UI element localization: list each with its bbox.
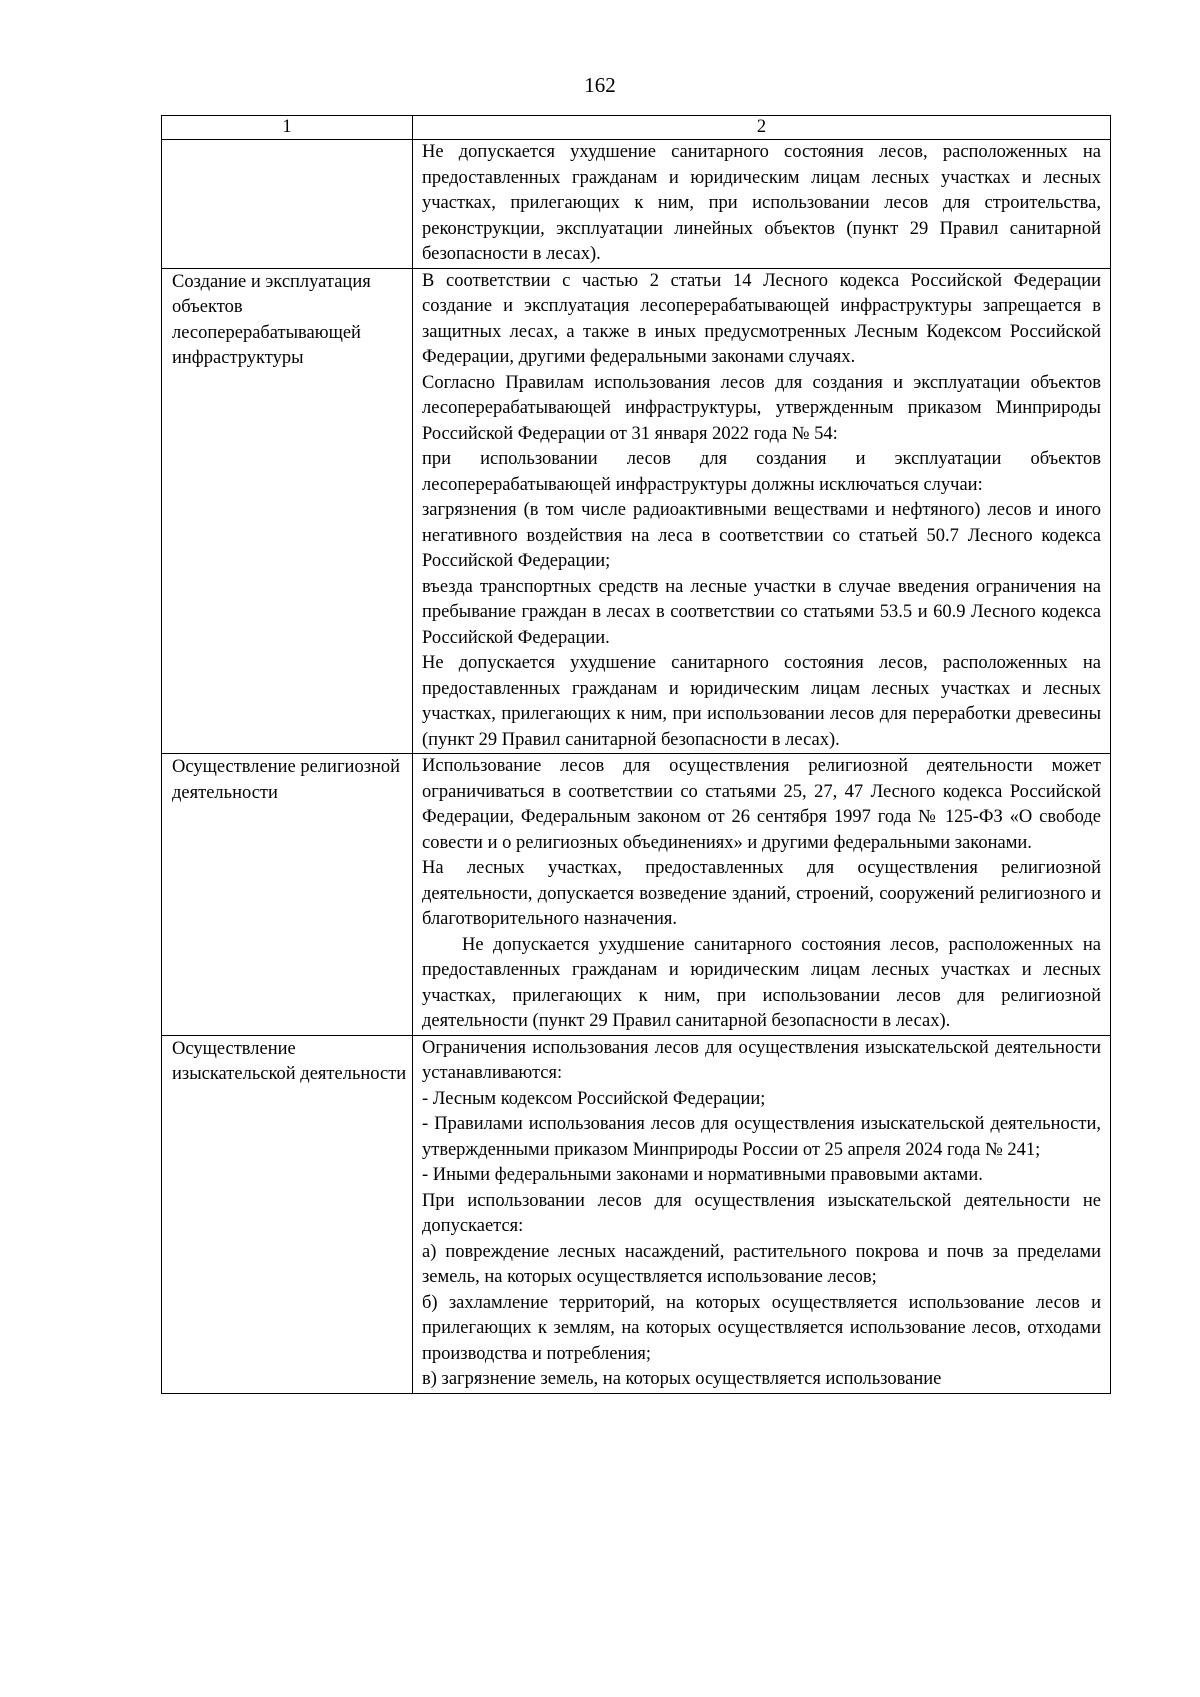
table-row — [162, 268, 1111, 754]
restriction-paragraph: въезда транспортных средств на лесные участки в случае введения ограничения на пребывание граждан в лесах в соответствии со статьями 53.5 и 60.9 Лесного кодекса Российской Федерации. — [422, 576, 1101, 648]
table-row — [162, 140, 1111, 269]
restriction-paragraph: - Иными федеральными законами и нормативными правовыми актами. — [422, 1165, 983, 1185]
restrictions-table — [161, 115, 1111, 1394]
page-number: 162 — [584, 73, 616, 97]
restriction-paragraph: а) повреждение лесных насаждений, растительного покрова и почв за пределами земель, на которых осуществляется использование лесов; — [422, 1241, 1101, 1287]
restriction-paragraph: Не допускается ухудшение санитарного состояния лесов, расположенных на предоставленных гражданам и юридическим лицам лесных участках и лесных участках, прилегающих к ним, при использовании лесов для строительства, реконструкции, эксплуатации линейных объектов (пункт 29 Правил санитарной безопасности в лесах). — [422, 142, 1101, 264]
restriction-paragraph: при использовании лесов для создания и эксплуатации объектов лесоперерабатывающей инфраструктуры должны исключаться случаи: — [422, 449, 1101, 495]
activity-type-cell: Осуществление изыскательской деятельности — [162, 1035, 413, 1393]
activity-type-cell: Осуществление религиозной деятельности — [162, 754, 413, 1036]
restriction-paragraph: - Лесным кодексом Российской Федерации; — [422, 1088, 766, 1109]
restrictions-cell — [413, 1035, 1111, 1393]
restriction-paragraph: Не допускается ухудшение санитарного состояния лесов, расположенных на предоставленных гражданам и юридическим лицам лесных участках и лесных участках, прилегающих к ним, при использовании лесов для переработки древесины (пункт 29 Правил санитарной безопасности в лесах). — [422, 653, 1101, 750]
restriction-paragraph: Согласно Правилам использования лесов для создания и эксплуатации объектов лесоперерабатывающей инфраструктуры, утвержденным приказом Минприроды Российской Федерации от 31 января 2022 года № 54: — [422, 372, 1101, 444]
column-header-2: 2 — [413, 116, 1111, 140]
restriction-paragraph: На лесных участках, предоставленных для осуществления религиозной деятельности, допускается возведение зданий, строений, сооружений религиозного и благотворительного назначения. — [422, 858, 1101, 929]
restrictions-cell — [413, 140, 1111, 269]
table-row — [162, 1035, 1111, 1393]
restrictions-cell — [413, 754, 1111, 1036]
column-header-1: 1 — [162, 116, 413, 140]
table-row — [162, 754, 1111, 1036]
restrictions-cell — [413, 268, 1111, 754]
restriction-paragraph: В соответствии с частью 2 статьи 14 Лесного кодекса Российской Федерации создание и эксплуатация лесоперерабатывающей инфраструктуры запрещается в защитных лесах, а также в иных предусмотренных Лесным Кодексом Российской Федерации, другими федеральными законами случаях. — [422, 270, 1101, 367]
restriction-paragraph: Не допускается ухудшение санитарного состояния лесов, расположенных на предоставленных гражданам и юридическим лицам лесных участках и лесных участках, прилегающих к ним, при использовании лесов для религиозной деятельности (пункт 29 Правил санитарной безопасности в лесах). — [422, 934, 1101, 1031]
restriction-paragraph: Использование лесов для осуществления религиозной деятельности может ограничиваться в соответствии со статьями 25, 27, 47 Лесного кодекса Российской Федерации, Федеральным законом от 26 сентября 1997 года № 125-ФЗ «О свободе совести и о религиозных объединениях» и другими федеральными законами. — [422, 756, 1101, 853]
restriction-paragraph: загрязнения (в том числе радиоактивными веществами и нефтяного) лесов и иного негативного воздействия на леса в соответствии со статьей 50.7 Лесного кодекса Российской Федерации; — [422, 500, 1101, 571]
restriction-paragraph: При использовании лесов для осуществления изыскательской деятельности не допускается: — [422, 1190, 1101, 1236]
activity-type-cell — [162, 140, 413, 269]
restriction-paragraph: - Правилами использования лесов для осуществления изыскательской деятельности, утвержденными приказом Минприроды России от 25 апреля 2024 года № 241; — [422, 1114, 1101, 1160]
restriction-paragraph: б) захламление территорий, на которых осуществляется использование лесов и прилегающих к землям, на которых осуществляется использование лесов, отходами производства и потребления; — [422, 1292, 1101, 1364]
table-header-row — [162, 116, 1111, 140]
restriction-paragraph: в) загрязнение земель, на которых осуществляется использование — [422, 1369, 942, 1389]
activity-type-cell: Создание и эксплуатация объектов лесоперерабатывающей инфраструктуры — [162, 268, 413, 754]
restriction-paragraph: Ограничения использования лесов для осуществления изыскательской деятельности устанавливаются: — [422, 1037, 1101, 1083]
